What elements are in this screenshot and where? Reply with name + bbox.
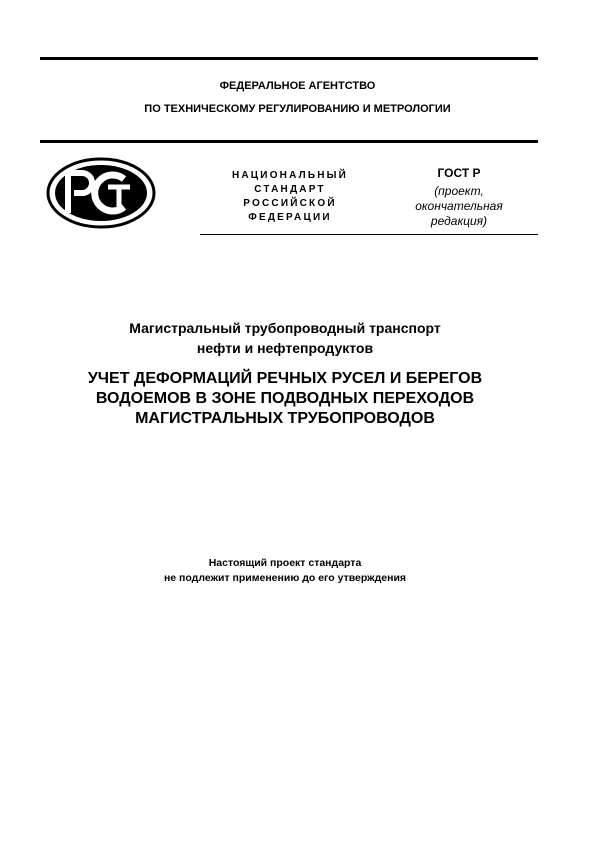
standard-line-2: СТАНДАРТ xyxy=(254,184,326,195)
rst-logo-icon xyxy=(46,157,156,229)
rst-logo-svg xyxy=(46,157,156,229)
subject-line-1: Магистральный трубопроводный транспорт xyxy=(129,320,441,336)
header-rule xyxy=(40,140,538,143)
top-rule xyxy=(40,57,538,60)
notice-line-2: не подлежит применению до его утверждения xyxy=(163,572,407,584)
standard-line-3: РОССИЙСКОЙ xyxy=(243,198,337,209)
standard-rule xyxy=(200,234,538,235)
agency-line-2: ПО ТЕХНИЧЕСКОМУ РЕГУЛИРОВАНИЮ И МЕТРОЛОГИИ xyxy=(144,103,451,115)
standard-line-1: НАЦИОНАЛЬНЫЙ xyxy=(231,170,349,181)
notice-line-1: Настоящий проект стандарта xyxy=(208,557,362,569)
gost-number: ГОСТ Р xyxy=(437,166,481,180)
main-title-line-3: МАГИСТРАЛЬНЫХ ТРУБОПРОВОДОВ xyxy=(135,410,435,427)
main-title-line-1: УЧЕТ ДЕФОРМАЦИЙ РЕЧНЫХ РУСЕЛ И БЕРЕГОВ xyxy=(87,370,483,387)
main-title-line-2: ВОДОЕМОВ В ЗОНЕ ПОДВОДНЫХ ПЕРЕХОДОВ xyxy=(95,390,475,407)
gost-status-3: редакция) xyxy=(430,214,488,228)
gost-status-2: окончательная xyxy=(415,199,503,213)
standard-line-4: ФЕДЕРАЦИИ xyxy=(248,212,332,223)
agency-line-1: ФЕДЕРАЛЬНОЕ АГЕНТСТВО xyxy=(219,80,376,92)
gost-status-1: (проект, xyxy=(434,184,484,198)
subject-line-2: нефти и нефтепродуктов xyxy=(196,340,374,356)
